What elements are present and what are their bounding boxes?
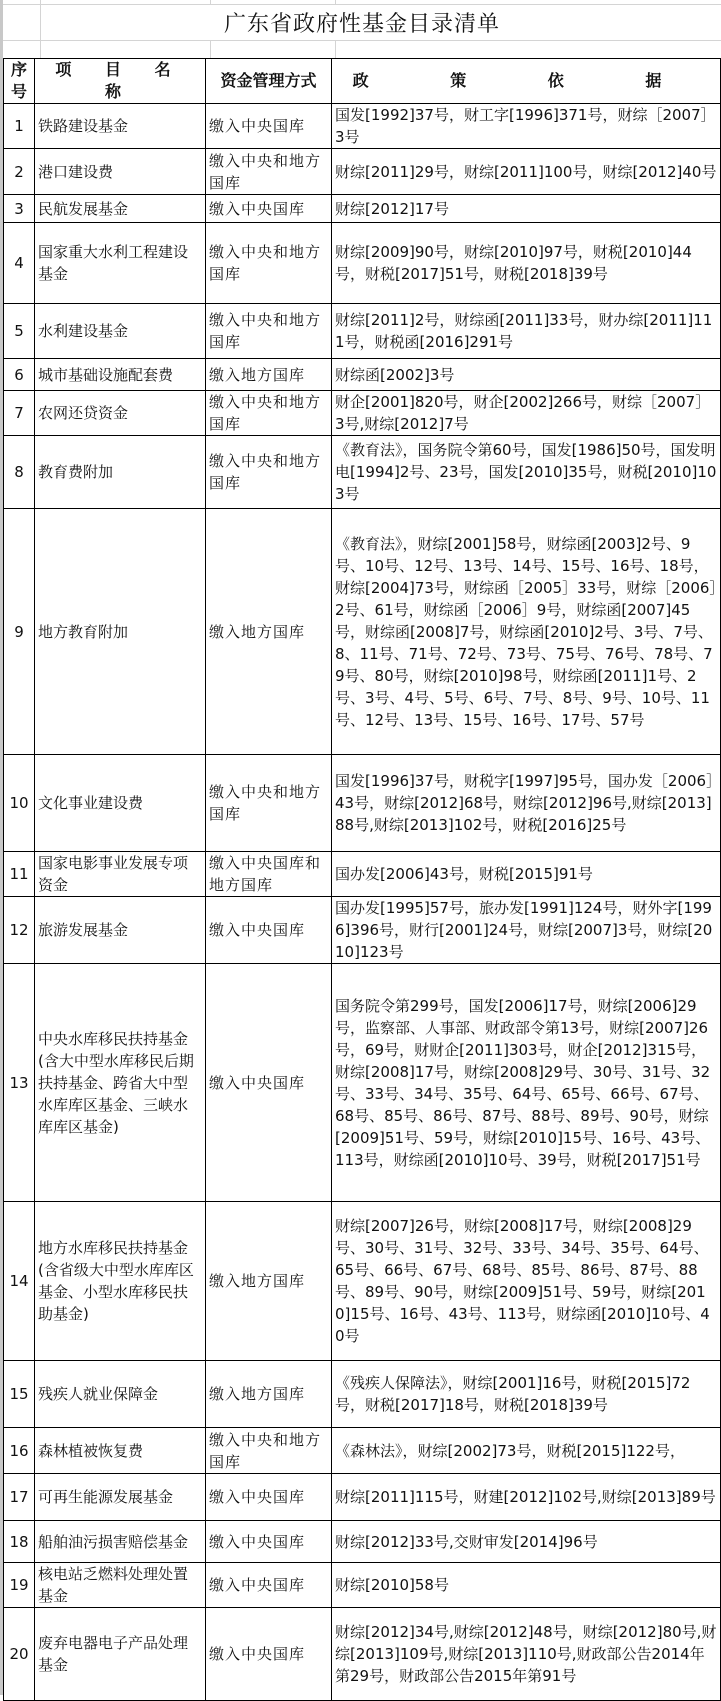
column-header-no[interactable]: 序号 [4,59,35,104]
table-row [4,195,721,223]
cell-mode[interactable]: 缴入地方国库 [206,359,332,391]
cell-no[interactable]: 11 [4,852,35,897]
cell-mode[interactable]: 缴入地方国库 [206,1361,332,1428]
table-row [4,304,721,359]
cell-mode[interactable]: 缴入中央国库 [206,195,332,223]
cell-name[interactable]: 文化事业建设费 [35,755,206,852]
column-header-policy[interactable]: 政 策 依 据 [332,59,721,104]
cell-name[interactable]: 农网还贷资金 [35,391,206,436]
cell-name[interactable]: 国家电影事业发展专项资金 [35,852,206,897]
table-row [4,223,721,304]
gridline [335,40,336,58]
cell-mode[interactable]: 缴入中央国库 [206,1608,332,1701]
cell-no[interactable]: 10 [4,755,35,852]
table-row [4,359,721,391]
cell-no[interactable]: 16 [4,1428,35,1474]
cell-mode[interactable]: 缴入中央国库 [206,1521,332,1563]
table-header-row [4,59,721,104]
fund-table [3,58,721,1701]
table-row [4,509,721,755]
cell-mode[interactable]: 缴入地方国库 [206,509,332,755]
gridline [210,40,211,58]
cell-name[interactable]: 核电站乏燃料处理处置基金 [35,1563,206,1608]
table-row [4,149,721,195]
cell-mode[interactable]: 缴入中央国库 [206,897,332,964]
cell-policy[interactable]: 财综[2011]2号，财综函[2011]33号，财办综[2011]111号，财税函[2016]291号 [332,304,721,359]
sheet-title: 广东省政府性基金目录清单 [223,11,500,37]
cell-no[interactable]: 4 [4,223,35,304]
cell-mode[interactable]: 缴入中央和地方国库 [206,223,332,304]
cell-policy[interactable]: 国发[1992]37号，财工字[1996]371号，财综［2007］3号 [332,104,721,149]
table-row [4,104,721,149]
gridline [3,40,721,41]
table-row [4,391,721,436]
cell-name[interactable]: 国家重大水利工程建设基金 [35,223,206,304]
cell-name[interactable]: 铁路建设基金 [35,104,206,149]
table-row [4,1521,721,1563]
cell-name[interactable]: 残疾人就业保障金 [35,1361,206,1428]
cell-no[interactable]: 18 [4,1521,35,1563]
table-row [4,1428,721,1474]
cell-policy[interactable]: 财综[2012]34号,财综[2012]48号，财综[2012]80号,财综[2013]109号,财综[2013]110号,财政部公告2014年第29号，财政部公告2015年第91号 [332,1608,721,1701]
cell-no[interactable]: 20 [4,1608,35,1701]
cell-no[interactable]: 17 [4,1474,35,1521]
cell-policy[interactable]: 财综[2010]58号 [332,1563,721,1608]
cell-name[interactable]: 水利建设基金 [35,304,206,359]
cell-no[interactable]: 1 [4,104,35,149]
cell-policy[interactable]: 《森林法》，财综[2002]73号，财税[2015]122号， [332,1428,721,1474]
cell-no[interactable]: 2 [4,149,35,195]
cell-name[interactable]: 民航发展基金 [35,195,206,223]
cell-mode[interactable]: 缴入中央国库 [206,964,332,1202]
table-row [4,1474,721,1521]
cell-policy[interactable]: 国发[1996]37号，财税字[1997]95号，国办发［2006］43号，财综[2012]68号，财综[2012]96号,财综[2013]88号,财综[2013]102号，财税[2016]25号 [332,755,721,852]
table-row [4,852,721,897]
cell-mode[interactable]: 缴入中央国库 [206,1474,332,1521]
cell-name[interactable]: 城市基础设施配套费 [35,359,206,391]
cell-policy[interactable]: 财综[2012]33号,交财审发[2014]96号 [332,1521,721,1563]
cell-mode[interactable]: 缴入地方国库 [206,1202,332,1361]
cell-no[interactable]: 9 [4,509,35,755]
cell-mode[interactable]: 缴入中央和地方国库 [206,391,332,436]
cell-no[interactable]: 5 [4,304,35,359]
table-row [4,755,721,852]
cell-no[interactable]: 3 [4,195,35,223]
table-row [4,897,721,964]
cell-name[interactable]: 地方教育附加 [35,509,206,755]
cell-mode[interactable]: 缴入中央和地方国库 [206,755,332,852]
cell-policy[interactable]: 财企[2001]820号，财企[2002]266号，财综［2007］3号,财综[2012]7号 [332,391,721,436]
cell-policy[interactable]: 国办发[2006]43号，财税[2015]91号 [332,852,721,897]
cell-no[interactable]: 8 [4,436,35,509]
cell-policy[interactable]: 财综[2009]90号，财综[2010]97号，财税[2010]44号，财税[2017]51号，财税[2018]39号 [332,223,721,304]
cell-name[interactable]: 港口建设费 [35,149,206,195]
cell-policy[interactable]: 国务院令第299号，国发[2006]17号，财综[2006]29号，监察部、人事部、财政部令第13号，财综[2007]26号，69号，财财企[2011]303号，财企[2012]315号，财综[2008]17号，财综[2008]29号、30号、31号、32号、33号、34号、35号、64号、65号、66号、67号、68号、85号、86号、87号、88号、89号、90号，财综[2009]51号、59号，财综[2010]15号、16号、43号、113号，财综函[2010]10号、39号，财税[2017]51号 [332,964,721,1202]
cell-policy[interactable]: 财综[2007]26号，财综[2008]17号，财综[2008]29号、30号、31号、32号、33号、34号、35号、64号、65号、66号、67号、68号、85号、86号、87号、88号、89号、90号，财综[2009]51号、59号，财综[2010]15号、16号、43号、113号，财综函[2010]10号、40号 [332,1202,721,1361]
cell-no[interactable]: 12 [4,897,35,964]
cell-name[interactable]: 中央水库移民扶持基金(含大中型水库移民后期扶持基金、跨省大中型水库库区基金、三峡水库库区基金) [35,964,206,1202]
column-header-name[interactable]: 项 目 名 称 [35,59,206,104]
cell-no[interactable]: 13 [4,964,35,1202]
cell-name[interactable]: 可再生能源发展基金 [35,1474,206,1521]
table-row [4,1361,721,1428]
cell-name[interactable]: 旅游发展基金 [35,897,206,964]
cell-name[interactable]: 教育费附加 [35,436,206,509]
cell-policy[interactable]: 财综[2011]29号，财综[2011]100号，财综[2012]40号 [332,149,721,195]
cell-policy[interactable]: 财综函[2002]3号 [332,359,721,391]
cell-mode[interactable]: 缴入中央国库 [206,104,332,149]
table-row [4,436,721,509]
cell-policy[interactable]: 《教育法》，国务院令第60号，国发[1986]50号，国发明电[1994]2号、23号，国发[2010]35号，财税[2010]103号 [332,436,721,509]
cell-mode[interactable]: 缴入中央和地方国库 [206,304,332,359]
cell-mode[interactable]: 缴入中央国库 [206,1563,332,1608]
cell-mode[interactable]: 缴入中央和地方国库 [206,1428,332,1474]
cell-policy[interactable]: 《教育法》，财综[2001]58号，财综函[2003]2号、9号、10号、12号、13号、14号、15号、16号、18号，财综[2004]73号，财综函［2005］33号，财综［2006］2号、61号，财综函［2006］9号，财综函[2007]45号，财综函[2008]7号，财综函[2010]2号、3号、7号、8、11号、71号、72号、73号、75号、76号、78号、79号、80号，财综[2010]98号，财综函[2011]1号、2号、3号、4号、5号、6号、7号、8号、9号、10号、11号、12号、13号、15号、16号、17号、57号 [332,509,721,755]
cell-policy[interactable]: 《残疾人保障法》，财综[2001]16号，财税[2015]72号，财税[2017]18号，财税[2018]39号 [332,1361,721,1428]
cell-policy[interactable]: 财综[2011]115号，财建[2012]102号,财综[2013]89号 [332,1474,721,1521]
cell-mode[interactable]: 缴入中央和地方国库 [206,436,332,509]
table-row [4,1202,721,1361]
table-row [4,1608,721,1701]
cell-name[interactable]: 船舶油污损害赔偿基金 [35,1521,206,1563]
cell-no[interactable]: 15 [4,1361,35,1428]
cell-no[interactable]: 6 [4,359,35,391]
cell-no[interactable]: 14 [4,1202,35,1361]
cell-mode[interactable]: 缴入中央和地方国库 [206,149,332,195]
table-row [4,1563,721,1608]
cell-no[interactable]: 7 [4,391,35,436]
cell-policy[interactable]: 国办发[1995]57号，旅办发[1991]124号，财外字[1996]396号，财行[2001]24号，财综[2007]3号，财综[2010]123号 [332,897,721,964]
cell-name[interactable]: 森林植被恢复费 [35,1428,206,1474]
cell-name[interactable]: 废弃电器电子产品处理基金 [35,1608,206,1701]
table-row [4,964,721,1202]
column-header-mode[interactable]: 资金管理方式 [206,59,332,104]
cell-mode[interactable]: 缴入中央国库和地方国库 [206,852,332,897]
cell-policy[interactable]: 财综[2012]17号 [332,195,721,223]
cell-no[interactable]: 19 [4,1563,35,1608]
cell-name[interactable]: 地方水库移民扶持基金(含省级大中型水库库区基金、小型水库移民扶助基金) [35,1202,206,1361]
